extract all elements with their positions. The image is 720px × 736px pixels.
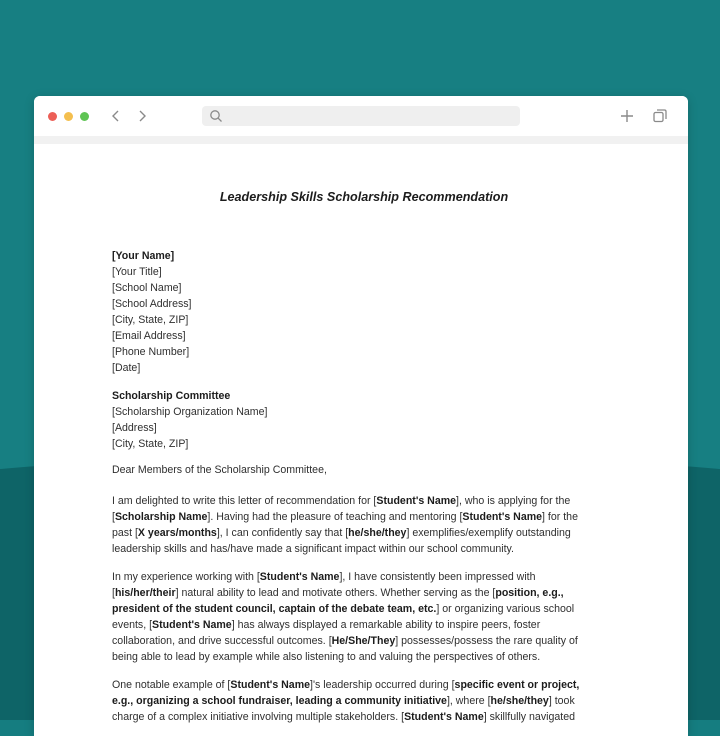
chevron-right-icon bbox=[132, 106, 152, 126]
recipient-line: [Scholarship Organization Name] bbox=[112, 406, 268, 418]
address-bar[interactable] bbox=[202, 106, 520, 126]
tab-overview-button[interactable] bbox=[650, 106, 670, 126]
recipient-name: Scholarship Committee bbox=[112, 390, 231, 402]
maximize-window-button[interactable] bbox=[80, 112, 89, 121]
chevron-left-icon bbox=[106, 106, 126, 126]
paragraph-3: One notable example of [Student's Name]'s leadership occurred during [specific event or project, e.g., organizing a school fundraiser, leading a community initiative], where [he/she/they] took charge of a complex initiative involving multiple stakeholders. [Student's Name] skillfully navigated bbox=[112, 679, 580, 723]
recipient-line: [Address] bbox=[112, 422, 157, 434]
sender-line: [Email Address] bbox=[112, 330, 186, 342]
recipient-line: [City, State, ZIP] bbox=[112, 438, 189, 450]
tabs-icon bbox=[650, 106, 670, 126]
sender-line: [City, State, ZIP] bbox=[112, 314, 189, 326]
back-button[interactable] bbox=[106, 106, 126, 126]
new-tab-button[interactable] bbox=[617, 106, 637, 126]
minimize-window-button[interactable] bbox=[64, 112, 73, 121]
sender-line: [School Address] bbox=[112, 298, 192, 310]
browser-titlebar bbox=[34, 96, 688, 137]
paragraph-1: I am delighted to write this letter of recommendation for [Student's Name], who is applying for the [Scholarship Name]. Having had the pleasure of teaching and mentoring [Student's Name] for the past [X years/months], I can confidently say that [he/she/they] exemplifies/exemplify outstanding leadership skills and has/have made a significant impact within our school community. bbox=[112, 495, 578, 555]
sender-block bbox=[112, 248, 616, 376]
recipient-block bbox=[112, 388, 616, 452]
close-window-button[interactable] bbox=[48, 112, 57, 121]
sender-line: [Phone Number] bbox=[112, 346, 190, 358]
document-title: Leadership Skills Scholarship Recommendation bbox=[219, 190, 509, 204]
sender-line: [School Name] bbox=[112, 282, 182, 294]
browser-window bbox=[34, 96, 688, 736]
salutation: Dear Members of the Scholarship Committee, bbox=[112, 464, 327, 476]
paragraph-2: In my experience working with [Student's Name], I have consistently been impressed with [his/her/their] natural ability to lead and motivate others. Whether serving as the [position, e.g., president of the student council, captain of the debate team, etc.] or organizing various school events, [Student's Name] has always displayed a remarkable ability to inspire peers, foster collaboration, and drive successful outcomes. [He/She/They] possesses/possess the rare quality of being able to lead by example while also listening to and valuing the perspectives of others. bbox=[112, 571, 578, 663]
forward-button[interactable] bbox=[132, 106, 152, 126]
plus-icon bbox=[617, 106, 637, 126]
toolbar-divider bbox=[34, 136, 688, 144]
sender-line: [Date] bbox=[112, 362, 141, 374]
sender-line: [Your Title] bbox=[112, 266, 162, 278]
search-icon bbox=[209, 109, 223, 123]
sender-name: [Your Name] bbox=[112, 250, 175, 262]
